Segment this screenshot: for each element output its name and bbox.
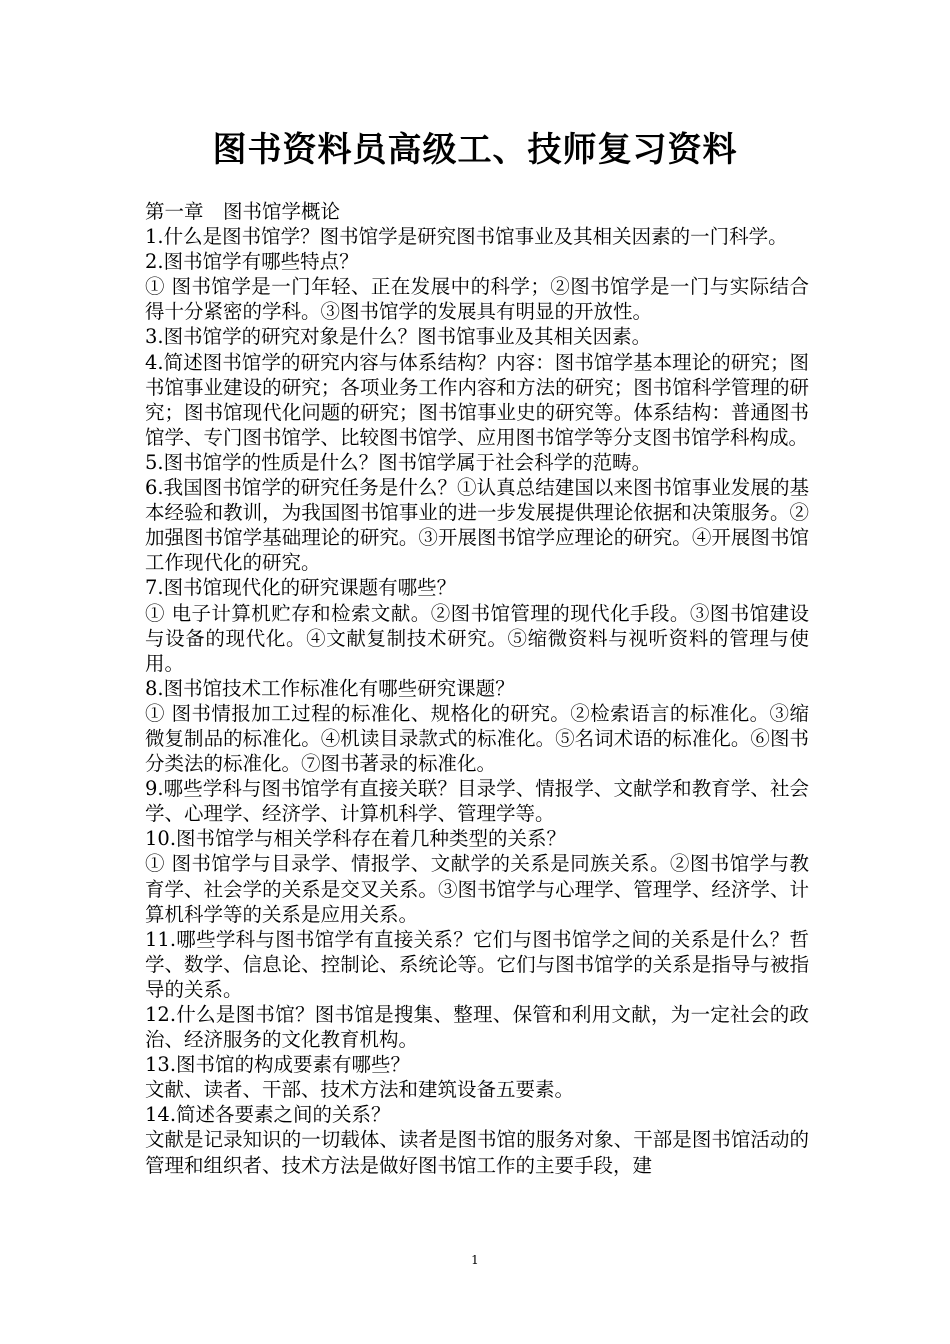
chapter-heading: 第一章 图书馆学概论 <box>145 200 341 223</box>
paragraph: 1.什么是图书馆学？图书馆学是研究图书馆事业及其相关因素的一门科学。 <box>145 225 788 249</box>
paragraph: 文献是记录知识的一切载体、读者是图书馆的服务对象、干部是图书馆活动的管理和组织者、技术方法是做好图书馆工作的主要手段，建 <box>145 1128 809 1177</box>
paragraph: 14.简述各要素之间的关系？ <box>145 1103 391 1127</box>
page-number: 1 <box>471 1253 479 1267</box>
paragraph: 8.图书馆技术工作标准化有哪些研究课题？ <box>145 676 515 700</box>
paragraph: ① 图书馆学与目录学、情报学、文献学的关系是同族关系。②图书馆学与教育学、社会学的关系是交叉关系。③图书馆学与心理学、管理学、经济学、计算机科学等的关系是应用关系。 <box>145 852 809 926</box>
paragraph: 11.哪些学科与图书馆学有直接关系？它们与图书馆学之间的关系是什么？哲学、数学、信息论、控制论、系统论等。它们与图书馆学的关系是指导与被指导的关系。 <box>145 927 809 1001</box>
paragraph: 文献、读者、干部、技术方法和建筑设备五要素。 <box>145 1078 575 1102</box>
paragraph: 13.图书馆的构成要素有哪些？ <box>145 1053 411 1077</box>
paragraph: ① 图书馆学是一门年轻、正在发展中的科学；②图书馆学是一门与实际结合得十分紧密的学科。③图书馆学的发展具有明显的开放性。 <box>145 275 809 324</box>
paragraph: 9.哪些学科与图书馆学有直接关联？目录学、情报学、文献学和教育学、社会学、心理学、经济学、计算机科学、管理学等。 <box>145 777 809 826</box>
paragraph: 2.图书馆学有哪些特点？ <box>145 250 359 274</box>
paragraph: ① 图书情报加工过程的标准化、规格化的研究。②检索语言的标准化。③缩微复制品的标准化。④机读目录款式的标准化。⑤名词术语的标准化。⑥图书分类法的标准化。⑦图书著录的标准化。 <box>145 701 809 776</box>
paragraph: 12.什么是图书馆？图书馆是搜集、整理、保管和利用文献，为一定社会的政治、经济服务的文化教育机构。 <box>145 1003 809 1052</box>
paragraph: 10.图书馆学与相关学科存在着几种类型的关系？ <box>145 827 567 851</box>
paragraph: 7.图书馆现代化的研究课题有哪些？ <box>145 576 457 600</box>
paragraph: 6.我国图书馆学的研究任务是什么？①认真总结建国以来图书馆事业发展的基本经验和教训，为我国图书馆事业的进一步发展提供理论依据和决策服务。②加强图书馆学基础理论的研究。③开展图书馆学应理论的研究。④开展图书馆工作现代化的研究。 <box>145 476 809 575</box>
page-title: 图书资料员高级工、技师复习资料 <box>212 130 738 170</box>
paragraph: ① 电子计算机贮存和检索文献。②图书馆管理的现代化手段。③图书馆建设与设备的现代化。④文献复制技术研究。⑤缩微资料与视听资料的管理与使用。 <box>145 601 809 675</box>
paragraph: 4.简述图书馆学的研究内容与体系结构？内容：图书馆学基本理论的研究；图书馆事业建设的研究；各项业务工作内容和方法的研究；图书馆科学管理的研究；图书馆现代化问题的研究；图书馆事业史的研究等。体系结构：普通图书馆学、专门图书馆学、比较图书馆学、应用图书馆学等分支图书馆学科构成。 <box>145 350 809 449</box>
paragraph: 5.图书馆学的性质是什么？图书馆学属于社会科学的范畴。 <box>145 450 652 474</box>
document-body <box>145 199 809 1178</box>
paragraph: 3.图书馆学的研究对象是什么？图书馆事业及其相关因素。 <box>145 325 652 349</box>
